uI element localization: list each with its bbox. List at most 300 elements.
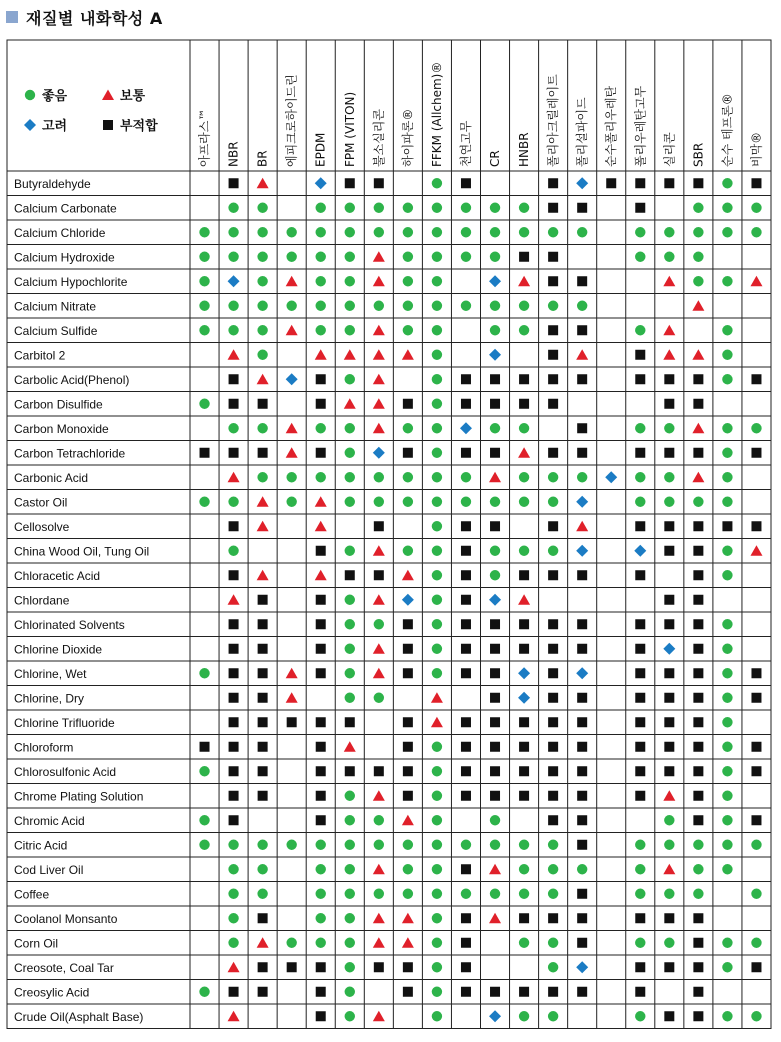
fair-triangle-icon	[402, 913, 414, 924]
row-label-7: Carbitol 2	[14, 348, 66, 363]
unsuitable-square-icon	[548, 644, 558, 654]
fair-triangle-icon	[373, 251, 385, 262]
good-circle-icon	[257, 350, 267, 360]
row-label-28: Cod Liver Oil	[14, 862, 84, 877]
consider-diamond-icon	[576, 667, 588, 679]
good-circle-icon	[490, 325, 500, 335]
good-circle-icon	[257, 889, 267, 899]
unsuitable-square-icon	[635, 693, 645, 703]
good-circle-icon	[490, 301, 500, 311]
unsuitable-square-icon	[664, 399, 674, 409]
unsuitable-square-icon	[577, 938, 587, 948]
unsuitable-square-icon	[693, 962, 703, 972]
good-circle-icon	[316, 864, 326, 874]
unsuitable-square-icon	[229, 815, 239, 825]
fair-triangle-icon	[373, 913, 385, 924]
unsuitable-square-icon	[693, 791, 703, 801]
unsuitable-square-icon	[374, 178, 384, 188]
unsuitable-square-icon	[664, 766, 674, 776]
column-header-12: 폴리아크릴레이트	[546, 74, 561, 167]
consider-diamond-icon	[286, 373, 298, 385]
good-circle-icon	[286, 840, 296, 850]
good-circle-icon	[432, 276, 442, 286]
unsuitable-square-icon	[229, 644, 239, 654]
good-circle-icon	[374, 227, 384, 237]
unsuitable-square-icon	[548, 350, 558, 360]
row-label-24: Chlorosulfonic Acid	[14, 764, 117, 779]
fair-triangle-icon	[692, 349, 704, 360]
good-circle-icon	[257, 252, 267, 262]
good-circle-icon	[664, 252, 674, 262]
column-header-9: 천연고무	[458, 120, 473, 167]
unsuitable-square-icon	[664, 1011, 674, 1021]
row-label-16: Chloracetic Acid	[14, 568, 101, 583]
unsuitable-square-icon	[316, 766, 326, 776]
good-circle-icon	[722, 325, 732, 335]
good-circle-icon	[548, 301, 558, 311]
column-header-11: HNBR	[517, 132, 532, 167]
good-circle-icon	[374, 619, 384, 629]
unsuitable-square-icon	[461, 570, 471, 580]
unsuitable-square-icon	[693, 815, 703, 825]
unsuitable-square-icon	[490, 987, 500, 997]
unsuitable-square-icon	[751, 374, 761, 384]
good-circle-icon	[693, 276, 703, 286]
fair-triangle-icon	[663, 349, 675, 360]
good-circle-icon	[345, 276, 355, 286]
good-circle-icon	[461, 227, 471, 237]
good-circle-icon	[199, 766, 209, 776]
consider-diamond-icon	[518, 692, 530, 704]
good-circle-icon	[403, 472, 413, 482]
good-circle-icon	[316, 423, 326, 433]
good-circle-icon	[635, 889, 645, 899]
good-circle-icon	[432, 913, 442, 923]
unsuitable-square-icon	[374, 766, 384, 776]
good-circle-icon	[228, 301, 238, 311]
good-circle-icon	[519, 864, 529, 874]
good-circle-icon	[519, 546, 529, 556]
fair-triangle-icon	[257, 570, 269, 581]
unsuitable-square-icon	[258, 668, 268, 678]
row-label-20: Chlorine, Wet	[14, 666, 87, 681]
good-circle-icon	[577, 227, 587, 237]
unsuitable-square-icon	[316, 546, 326, 556]
good-circle-icon	[519, 497, 529, 507]
unsuitable-square-icon	[693, 766, 703, 776]
good-circle-icon	[345, 1011, 355, 1021]
good-circle-icon	[345, 546, 355, 556]
good-circle-icon	[316, 252, 326, 262]
row-label-27: Citric Acid	[14, 838, 68, 853]
unsuitable-square-icon	[577, 203, 587, 213]
unsuitable-square-icon	[461, 668, 471, 678]
fair-triangle-icon	[373, 545, 385, 556]
good-circle-icon	[432, 203, 442, 213]
column-header-1: NBR	[226, 141, 241, 167]
good-circle-icon	[432, 962, 442, 972]
unsuitable-square-icon	[519, 766, 529, 776]
unsuitable-square-icon	[403, 668, 413, 678]
good-circle-icon	[751, 938, 761, 948]
fair-triangle-icon	[373, 643, 385, 654]
good-circle-icon	[635, 423, 645, 433]
unsuitable-square-icon	[519, 791, 529, 801]
unsuitable-square-icon	[548, 717, 558, 727]
unsuitable-square-icon	[577, 325, 587, 335]
good-circle-icon	[722, 350, 732, 360]
good-circle-icon	[345, 497, 355, 507]
good-circle-icon	[432, 644, 442, 654]
unsuitable-square-icon	[316, 399, 326, 409]
legend-label-2: 고려	[42, 119, 68, 134]
good-circle-icon	[432, 227, 442, 237]
fair-triangle-icon	[286, 447, 298, 458]
good-circle-icon	[228, 252, 238, 262]
good-circle-icon	[257, 227, 267, 237]
good-circle-icon	[228, 840, 238, 850]
good-circle-icon	[722, 227, 732, 237]
unsuitable-square-icon	[258, 693, 268, 703]
good-circle-icon	[519, 889, 529, 899]
unsuitable-square-icon	[490, 766, 500, 776]
fair-triangle-icon	[286, 668, 298, 679]
unsuitable-square-icon	[490, 374, 500, 384]
good-circle-icon	[286, 472, 296, 482]
good-circle-icon	[664, 938, 674, 948]
unsuitable-square-icon	[635, 521, 645, 531]
unsuitable-square-icon	[693, 987, 703, 997]
good-circle-icon	[664, 423, 674, 433]
unsuitable-square-icon	[258, 644, 268, 654]
good-circle-icon	[664, 472, 674, 482]
good-circle-icon	[403, 325, 413, 335]
good-circle-icon	[664, 815, 674, 825]
good-circle-icon	[345, 962, 355, 972]
row-label-34: Crude Oil(Asphalt Base)	[14, 1009, 144, 1024]
fair-triangle-icon	[228, 349, 240, 360]
unsuitable-square-icon	[693, 619, 703, 629]
row-label-30: Coolanol Monsanto	[14, 911, 118, 926]
column-header-6: 불소실리콘	[371, 109, 386, 167]
good-circle-icon	[199, 840, 209, 850]
good-circle-icon	[519, 301, 529, 311]
unsuitable-square-icon	[287, 962, 297, 972]
unsuitable-square-icon	[664, 374, 674, 384]
fair-triangle-icon	[750, 545, 762, 556]
row-label-0: Butyraldehyde	[14, 176, 91, 191]
good-circle-icon	[635, 497, 645, 507]
good-circle-icon	[403, 301, 413, 311]
unsuitable-square-icon	[403, 742, 413, 752]
good-circle-icon	[432, 864, 442, 874]
unsuitable-square-icon	[519, 570, 529, 580]
fair-triangle-icon	[663, 864, 675, 875]
unsuitable-square-icon	[461, 864, 471, 874]
good-circle-icon	[432, 497, 442, 507]
unsuitable-square-icon	[316, 987, 326, 997]
unsuitable-square-icon	[490, 693, 500, 703]
consider-diamond-icon	[489, 349, 501, 361]
good-circle-icon	[519, 227, 529, 237]
unsuitable-square-icon	[403, 766, 413, 776]
unsuitable-square-icon	[403, 987, 413, 997]
unsuitable-square-icon	[403, 619, 413, 629]
good-circle-icon	[519, 423, 529, 433]
good-circle-icon	[548, 889, 558, 899]
good-circle-icon	[432, 742, 442, 752]
good-circle-icon	[316, 913, 326, 923]
unsuitable-square-icon	[461, 644, 471, 654]
unsuitable-square-icon	[664, 178, 674, 188]
good-circle-icon	[345, 252, 355, 262]
good-circle-icon	[374, 889, 384, 899]
fair-triangle-icon	[663, 325, 675, 336]
unsuitable-square-icon	[403, 791, 413, 801]
row-label-32: Creosote, Coal Tar	[14, 960, 114, 975]
unsuitable-square-icon	[461, 742, 471, 752]
good-circle-icon	[432, 423, 442, 433]
good-circle-icon	[722, 742, 732, 752]
unsuitable-square-icon	[577, 742, 587, 752]
fair-triangle-icon	[576, 521, 588, 532]
unsuitable-square-icon	[693, 399, 703, 409]
unsuitable-square-icon	[664, 742, 674, 752]
unsuitable-square-icon	[316, 644, 326, 654]
good-circle-icon	[432, 252, 442, 262]
good-circle-icon	[432, 1011, 442, 1021]
good-circle-icon	[751, 1011, 761, 1021]
good-circle-icon	[345, 668, 355, 678]
good-circle-icon	[345, 619, 355, 629]
good-circle-icon	[316, 276, 326, 286]
consider-diamond-icon	[634, 545, 646, 557]
fair-triangle-icon	[228, 472, 240, 483]
unsuitable-square-icon	[693, 595, 703, 605]
unsuitable-square-icon	[316, 742, 326, 752]
unsuitable-square-icon	[461, 987, 471, 997]
good-circle-icon	[432, 889, 442, 899]
fair-triangle-icon	[315, 496, 327, 507]
unsuitable-square-icon	[664, 717, 674, 727]
good-circle-icon	[635, 227, 645, 237]
unsuitable-square-icon	[316, 791, 326, 801]
good-circle-icon	[693, 497, 703, 507]
column-header-19: 비막®	[749, 131, 764, 167]
row-label-3: Calcium Hydroxide	[14, 250, 115, 265]
unsuitable-square-icon	[548, 203, 558, 213]
good-circle-icon	[519, 840, 529, 850]
fair-triangle-icon	[373, 325, 385, 336]
good-circle-icon	[228, 227, 238, 237]
good-circle-icon	[345, 374, 355, 384]
unsuitable-square-icon	[635, 374, 645, 384]
good-circle-icon	[490, 889, 500, 899]
good-circle-icon	[286, 938, 296, 948]
consider-diamond-icon	[489, 594, 501, 606]
good-circle-icon	[403, 497, 413, 507]
good-circle-icon	[345, 693, 355, 703]
unsuitable-square-icon	[635, 913, 645, 923]
unsuitable-square-icon	[316, 448, 326, 458]
row-label-2: Calcium Chloride	[14, 225, 106, 240]
good-circle-icon	[432, 374, 442, 384]
fair-triangle-icon	[286, 423, 298, 434]
unsuitable-square-icon	[490, 448, 500, 458]
good-circle-icon	[374, 693, 384, 703]
unsuitable-square-icon	[548, 766, 558, 776]
good-circle-icon	[432, 472, 442, 482]
fair-triangle-icon	[489, 913, 501, 924]
row-label-12: Carbonic Acid	[14, 470, 89, 485]
fair-triangle-icon	[228, 962, 240, 973]
good-circle-icon	[257, 325, 267, 335]
unsuitable-square-icon	[258, 717, 268, 727]
good-circle-icon	[199, 301, 209, 311]
unsuitable-square-icon	[229, 399, 239, 409]
unsuitable-square-icon	[577, 766, 587, 776]
unsuitable-square-icon	[258, 742, 268, 752]
row-label-23: Chloroform	[14, 740, 74, 755]
unsuitable-square-icon	[635, 717, 645, 727]
unsuitable-square-icon	[548, 619, 558, 629]
unsuitable-square-icon	[490, 399, 500, 409]
unsuitable-square-icon	[490, 619, 500, 629]
page-title: 재질별 내화학성 A	[26, 8, 163, 28]
good-circle-icon	[490, 840, 500, 850]
unsuitable-square-icon	[490, 742, 500, 752]
fair-triangle-icon	[373, 937, 385, 948]
row-label-13: Castor Oil	[14, 495, 68, 510]
column-header-13: 폴리설파이드	[575, 97, 590, 167]
unsuitable-square-icon	[461, 595, 471, 605]
good-circle-icon	[228, 864, 238, 874]
unsuitable-square-icon	[577, 791, 587, 801]
fair-legend-icon	[102, 90, 114, 101]
unsuitable-square-icon	[316, 595, 326, 605]
good-circle-icon	[693, 252, 703, 262]
good-circle-icon	[432, 766, 442, 776]
unsuitable-square-icon	[258, 791, 268, 801]
unsuitable-square-icon	[258, 766, 268, 776]
unsuitable-square-icon	[229, 374, 239, 384]
legend-label-1: 보통	[120, 89, 146, 104]
fair-triangle-icon	[576, 349, 588, 360]
unsuitable-square-icon	[258, 962, 268, 972]
fair-triangle-icon	[692, 423, 704, 434]
good-circle-icon	[432, 938, 442, 948]
unsuitable-square-icon	[548, 448, 558, 458]
unsuitable-square-icon	[258, 448, 268, 458]
unsuitable-square-icon	[751, 962, 761, 972]
unsuitable-square-icon	[374, 962, 384, 972]
row-label-31: Corn Oil	[14, 936, 59, 951]
good-circle-icon	[461, 472, 471, 482]
good-circle-icon	[693, 227, 703, 237]
unsuitable-square-icon	[345, 570, 355, 580]
unsuitable-square-icon	[693, 178, 703, 188]
good-circle-icon	[751, 423, 761, 433]
good-circle-icon	[519, 1011, 529, 1021]
unsuitable-square-icon	[693, 693, 703, 703]
fair-triangle-icon	[663, 276, 675, 287]
good-circle-icon	[751, 840, 761, 850]
good-circle-icon	[403, 840, 413, 850]
unsuitable-square-icon	[693, 374, 703, 384]
good-circle-icon	[722, 619, 732, 629]
fair-triangle-icon	[518, 594, 530, 605]
row-label-33: Creosylic Acid	[14, 985, 90, 1000]
unsuitable-square-icon	[635, 668, 645, 678]
unsuitable-square-icon	[548, 742, 558, 752]
fair-triangle-icon	[402, 570, 414, 581]
good-circle-icon	[374, 203, 384, 213]
good-circle-icon	[403, 864, 413, 874]
row-label-6: Calcium Sulfide	[14, 323, 98, 338]
fair-triangle-icon	[344, 741, 356, 752]
unsuitable-square-icon	[751, 742, 761, 752]
unsuitable-square-icon	[635, 791, 645, 801]
unsuitable-square-icon	[664, 521, 674, 531]
good-circle-icon	[635, 252, 645, 262]
good-circle-icon	[228, 546, 238, 556]
good-circle-icon	[722, 791, 732, 801]
good-circle-icon	[257, 276, 267, 286]
unsuitable-square-icon	[577, 570, 587, 580]
row-label-29: Coffee	[14, 887, 50, 902]
row-label-25: Chrome Plating Solution	[14, 789, 144, 804]
good-circle-icon	[722, 644, 732, 654]
good-circle-icon	[548, 938, 558, 948]
column-header-15: 폴리우레탄고무	[633, 85, 648, 167]
good-circle-icon	[199, 815, 209, 825]
good-circle-icon	[461, 252, 471, 262]
unsuitable-square-icon	[635, 350, 645, 360]
good-circle-icon	[257, 301, 267, 311]
unsuitable-square-icon	[577, 889, 587, 899]
unsuitable-square-icon	[229, 791, 239, 801]
row-label-4: Calcium Hypochlorite	[14, 274, 128, 289]
good-circle-icon	[345, 889, 355, 899]
good-circle-icon	[432, 301, 442, 311]
good-circle-icon	[286, 227, 296, 237]
unsuitable-square-icon	[345, 717, 355, 727]
good-circle-icon	[286, 252, 296, 262]
consider-diamond-icon	[489, 275, 501, 287]
good-circle-icon	[345, 301, 355, 311]
good-circle-icon	[403, 203, 413, 213]
fair-triangle-icon	[663, 790, 675, 801]
unsuitable-square-icon	[664, 448, 674, 458]
row-label-22: Chlorine Trifluoride	[14, 715, 115, 730]
good-circle-icon	[664, 227, 674, 237]
good-circle-icon	[228, 423, 238, 433]
unsuitable-square-icon	[403, 962, 413, 972]
good-circle-icon	[722, 938, 732, 948]
unsuitable-square-icon	[635, 766, 645, 776]
fair-triangle-icon	[373, 374, 385, 385]
unsuitable-square-icon	[229, 742, 239, 752]
unsuitable-square-icon	[751, 448, 761, 458]
row-label-18: Chlorinated Solvents	[14, 617, 125, 632]
unsuitable-square-icon	[461, 374, 471, 384]
good-circle-icon	[345, 987, 355, 997]
unsuitable-square-icon	[693, 448, 703, 458]
unsuitable-square-icon	[635, 962, 645, 972]
unsuitable-square-icon	[548, 374, 558, 384]
good-circle-icon	[461, 840, 471, 850]
good-circle-icon	[432, 325, 442, 335]
